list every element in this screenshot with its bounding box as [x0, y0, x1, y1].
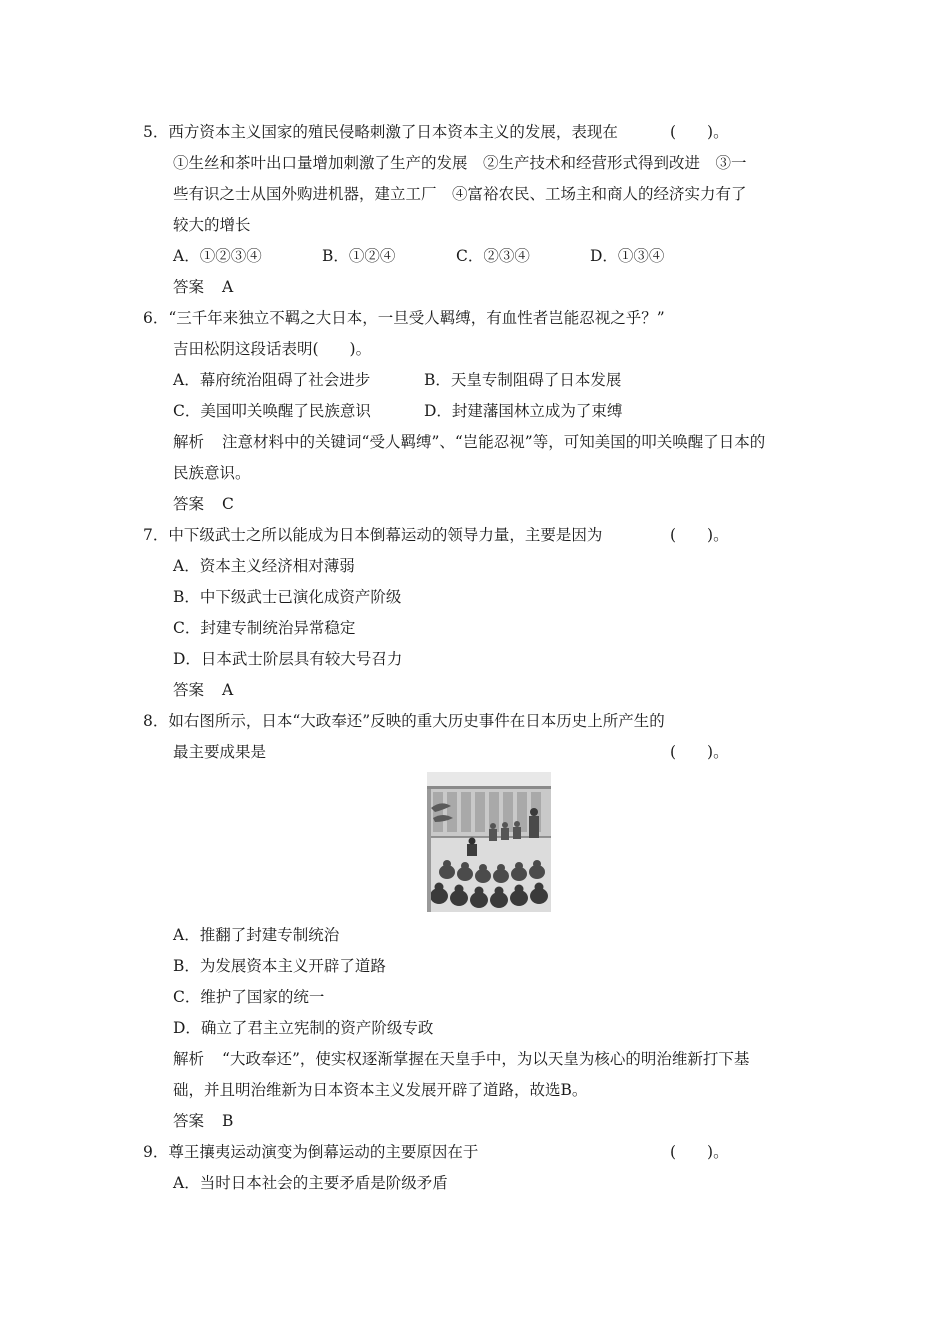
analysis-line: [173, 432, 765, 452]
answer-value: B: [222, 1112, 234, 1130]
question-number: 5．: [143, 123, 169, 141]
analysis-line: 民族意识。: [173, 464, 251, 482]
answer-value: C: [222, 495, 234, 513]
question-text-continued: 最主要成果是: [173, 743, 267, 761]
option-d: D．封建藩国林立成为了束缚: [424, 402, 623, 420]
statement-line: ①生丝和茶叶出口量增加刺激了生产的发展 ②生产技术和经营形式得到改进 ③一: [173, 154, 747, 172]
question-number: 8．: [143, 712, 169, 730]
taisei-hokan-illustration: [427, 772, 551, 912]
answer-blank: ( )。: [670, 743, 729, 761]
option-b: B．天皇专制阻碍了日本发展: [424, 371, 622, 389]
answer-blank: ( )。: [670, 1143, 729, 1161]
option-b: B．中下级武士已演化成资产阶级: [173, 588, 402, 606]
question-text: 中下级武士之所以能成为日本倒幕运动的领导力量，主要是因为: [168, 526, 603, 544]
answer-line: [173, 494, 234, 514]
option-a: A．幕府统治阻碍了社会进步: [173, 371, 371, 389]
question-5-stem: [143, 122, 618, 142]
answer-label: 答案: [173, 278, 205, 296]
statement-line: 较大的增长: [173, 216, 251, 234]
question-6-stem: [143, 308, 665, 328]
answer-label: 答案: [173, 1112, 205, 1130]
question-text: 如右图所示，日本“大政奉还”反映的重大历史事件在日本历史上所产生的: [168, 712, 665, 730]
answer-line: [173, 277, 233, 297]
option-a: A．①②③④: [173, 247, 262, 265]
option-a: A．推翻了封建专制统治: [173, 926, 340, 944]
analysis-label: 解析: [173, 433, 205, 451]
illustration-graphic: [427, 772, 551, 912]
question-9-stem: [143, 1142, 478, 1162]
answer-value: A: [222, 278, 234, 296]
answer-line: [173, 1111, 233, 1131]
option-c: C．②③④: [456, 247, 530, 265]
option-c: C．维护了国家的统一: [173, 988, 325, 1006]
option-a: A．当时日本社会的主要矛盾是阶级矛盾: [173, 1174, 448, 1192]
analysis-text: 注意材料中的关键词“受人羁缚”、“岂能忍视”等，可知美国的叩关唤醒了日本的: [222, 433, 766, 451]
analysis-line: 础，并且明治维新为日本资本主义发展开辟了道路，故选B。: [173, 1081, 588, 1099]
question-7-stem: [143, 525, 602, 545]
option-d: D．确立了君主立宪制的资产阶级专政: [173, 1019, 434, 1037]
option-a: A．资本主义经济相对薄弱: [173, 557, 355, 575]
answer-blank: ( )。: [670, 123, 729, 141]
question-text: 尊王攘夷运动演变为倒幕运动的主要原因在于: [168, 1143, 479, 1161]
question-8-stem: [143, 711, 665, 731]
option-c: C．封建专制统治异常稳定: [173, 619, 356, 637]
answer-value: A: [222, 681, 234, 699]
question-number: 9．: [143, 1143, 169, 1161]
question-text-continued: 吉田松阴这段话表明( )。: [173, 340, 372, 358]
option-d: D．日本武士阶层具有较大号召力: [173, 650, 403, 668]
analysis-text: “大政奉还”，使实权逐渐掌握在天皇手中，为以天皇为核心的明治维新打下基: [222, 1050, 750, 1068]
option-c: C．美国叩关唤醒了民族意识: [173, 402, 371, 420]
answer-label: 答案: [173, 681, 205, 699]
option-b: B．为发展资本主义开辟了道路: [173, 957, 386, 975]
answer-blank: ( )。: [670, 526, 729, 544]
answer-label: 答案: [173, 495, 205, 513]
analysis-line: [173, 1049, 749, 1069]
option-d: D．①③④: [590, 247, 665, 265]
statement-line: 些有识之士从国外购进机器，建立工厂 ④富裕农民、工场主和商人的经济实力有了: [173, 185, 747, 203]
option-b: B．①②④: [322, 247, 396, 265]
question-number: 6．: [143, 309, 169, 327]
analysis-label: 解析: [173, 1050, 205, 1068]
question-number: 7．: [143, 526, 169, 544]
question-text: “三千年来独立不羁之大日本，一旦受人羁缚，有血性者岂能忍视之乎？”: [168, 309, 665, 327]
question-text: 西方资本主义国家的殖民侵略刺激了日本资本主义的发展，表现在: [168, 123, 618, 141]
answer-line: [173, 680, 233, 700]
